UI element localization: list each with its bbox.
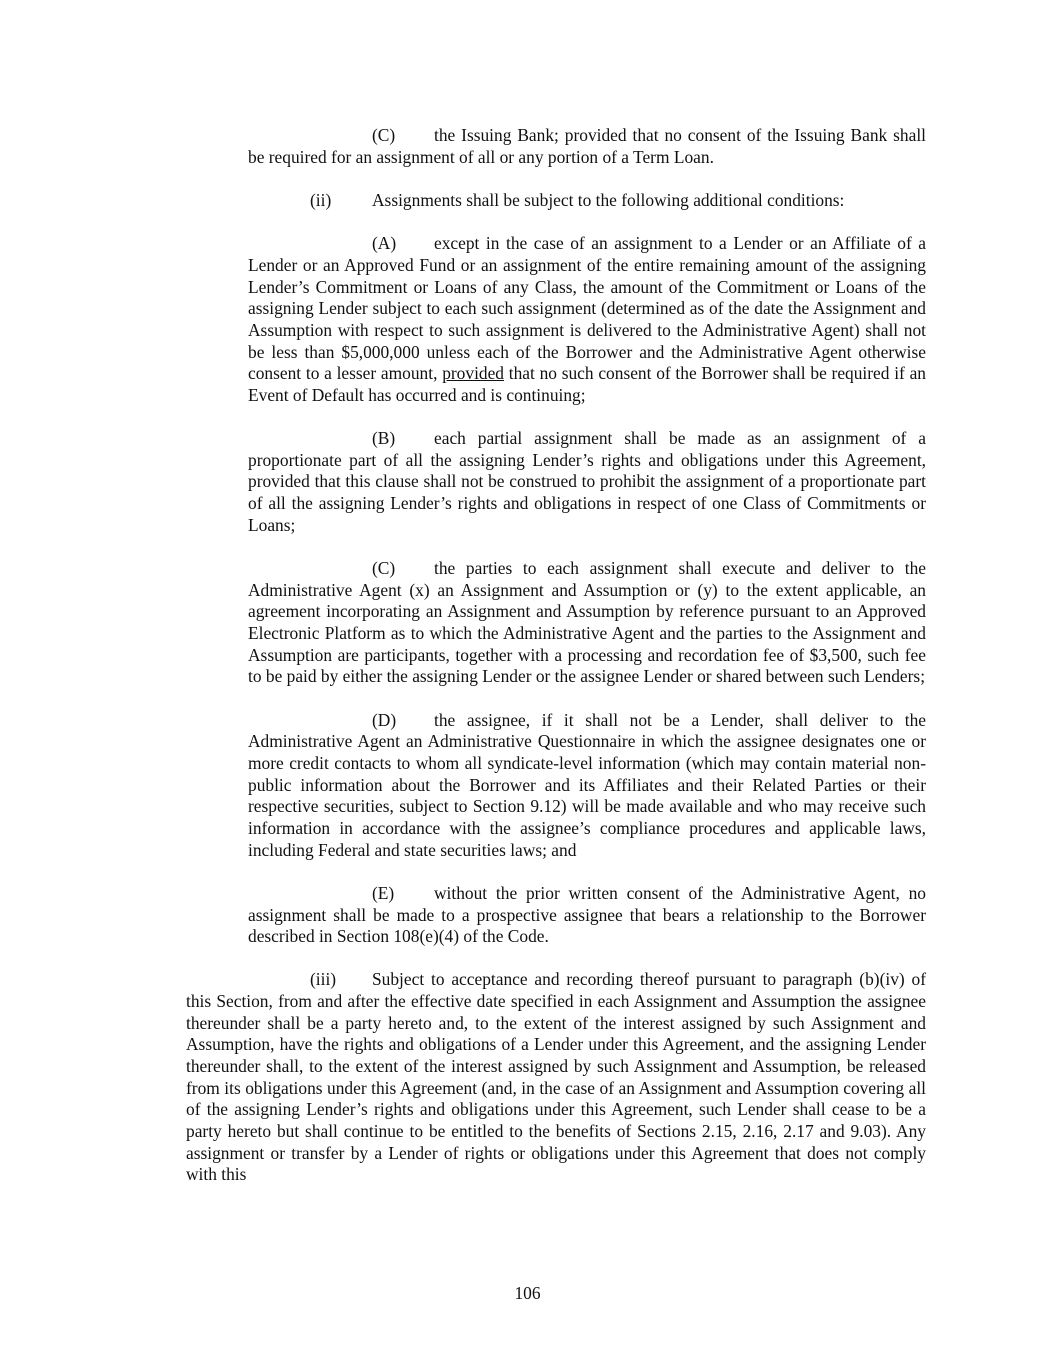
- paragraph-a: [248, 233, 926, 406]
- clause-text: without the prior written consent of the Administrative Agent, no assignment shall be made to a prospective assignee that bears a relationship to the Borrower described in Section 108(e)(4) of the Code.: [248, 882, 926, 947]
- paragraph-b: [248, 428, 926, 536]
- clause-label: (D): [372, 709, 397, 730]
- paragraph-c-issuing-bank: [248, 125, 926, 168]
- paragraph-iii: [186, 969, 926, 1186]
- clause-text: Assignments shall be subject to the following additional conditions:: [372, 189, 845, 210]
- clause-label: (C): [372, 125, 396, 145]
- clause-text: that no such consent of the Borrower shall be required if an Event of Default has occurred and is continuing;: [248, 363, 926, 405]
- paragraph-e: [248, 883, 926, 948]
- clause-label: (A): [372, 233, 397, 254]
- document-page: [0, 125, 1055, 1208]
- clause-text: the parties to each assignment shall execute and deliver to the Administrative Agent (x) an Assignment and Assumption or (y) to the extent applicable, an agreement incorporating an Assignment and Assumption by reference pursuant to an Approved Electronic Platform as to which the Administrative Agent and the parties to the Assignment and Assumption are participants, together with a processing and recordation fee of $3,500, such fee to be paid by either the assigning Lender or the assignee Lender or shared between such Lenders;: [248, 558, 926, 687]
- clause-text: except in the case of an assignment to a Lender or an Affiliate of a Lender or an Approved Fund or an assignment of the entire remaining amount of the assigning Lender’s Commitment or Loans of any Class, the amount of the Commitment or Loans of the assigning Lender subject to each such assignment (determined as of the date the Assignment and Assumption with respect to such assignment is delivered to the Administrative Agent) shall not be less than $5,000,000 unless each of the Borrower and the Administrative Agent otherwise consent to a lesser amount,: [248, 233, 926, 384]
- underlined-term: provided: [442, 363, 505, 384]
- page-number: 106: [514, 1283, 541, 1303]
- clause-label: (C): [372, 558, 396, 579]
- clause-label: (B): [372, 428, 396, 449]
- clause-text: the assignee, if it shall not be a Lender, shall deliver to the Administrative Agent an Administrative Questionnaire in which the assignee designates one or more credit contacts to whom all syndicate-level information (which may contain material non-public information about the Borrower and its Affiliates and their Related Parties or their respective securities, subject to Section 9.12) will be made available and who may receive such information in accordance with the assignee’s compliance procedures and applicable laws, including Federal and state securities laws; and: [248, 709, 926, 860]
- clause-text: Subject to acceptance and recording thereof pursuant to paragraph (b)(iv) of this Section, from and after the effective date specified in each Assignment and Assumption the assignee thereunder shall be a party hereto and, to the extent of the interest assigned by such Assignment and Assumption, have the rights and obligations of a Lender under this Agreement, and the assigning Lender thereunder shall, to the extent of the interest assigned by such Assignment and Assumption, be released from its obligations under this Agreement (and, in the case of an Assignment and Assumption covering all of the assigning Lender’s rights and obligations under this Agreement, such Lender shall cease to be a party hereto but shall continue to be entitled to the benefits of Sections 2.15, 2.16, 2.17 and 9.03). Any assignment or transfer by a Lender of rights or obligations under this Agreement that does not comply with this: [186, 969, 926, 1185]
- clause-label: (iii): [310, 969, 337, 990]
- paragraph-ii: [248, 190, 926, 212]
- clause-label: (ii): [310, 189, 332, 210]
- clause-label: (E): [372, 882, 395, 903]
- paragraph-c: [248, 558, 926, 688]
- clause-text: the Issuing Bank; provided that no consent of the Issuing Bank shall be required for an assignment of all or any portion of a Term Loan.: [248, 125, 926, 167]
- paragraph-d: [248, 710, 926, 862]
- clause-text: each partial assignment shall be made as an assignment of a proportionate part of all the assigning Lender’s rights and obligations under this Agreement, provided that this clause shall not be construed to prohibit the assignment of a proportionate part of all the assigning Lender’s rights and obligations in respect of one Class of Commitments or Loans;: [248, 428, 926, 535]
